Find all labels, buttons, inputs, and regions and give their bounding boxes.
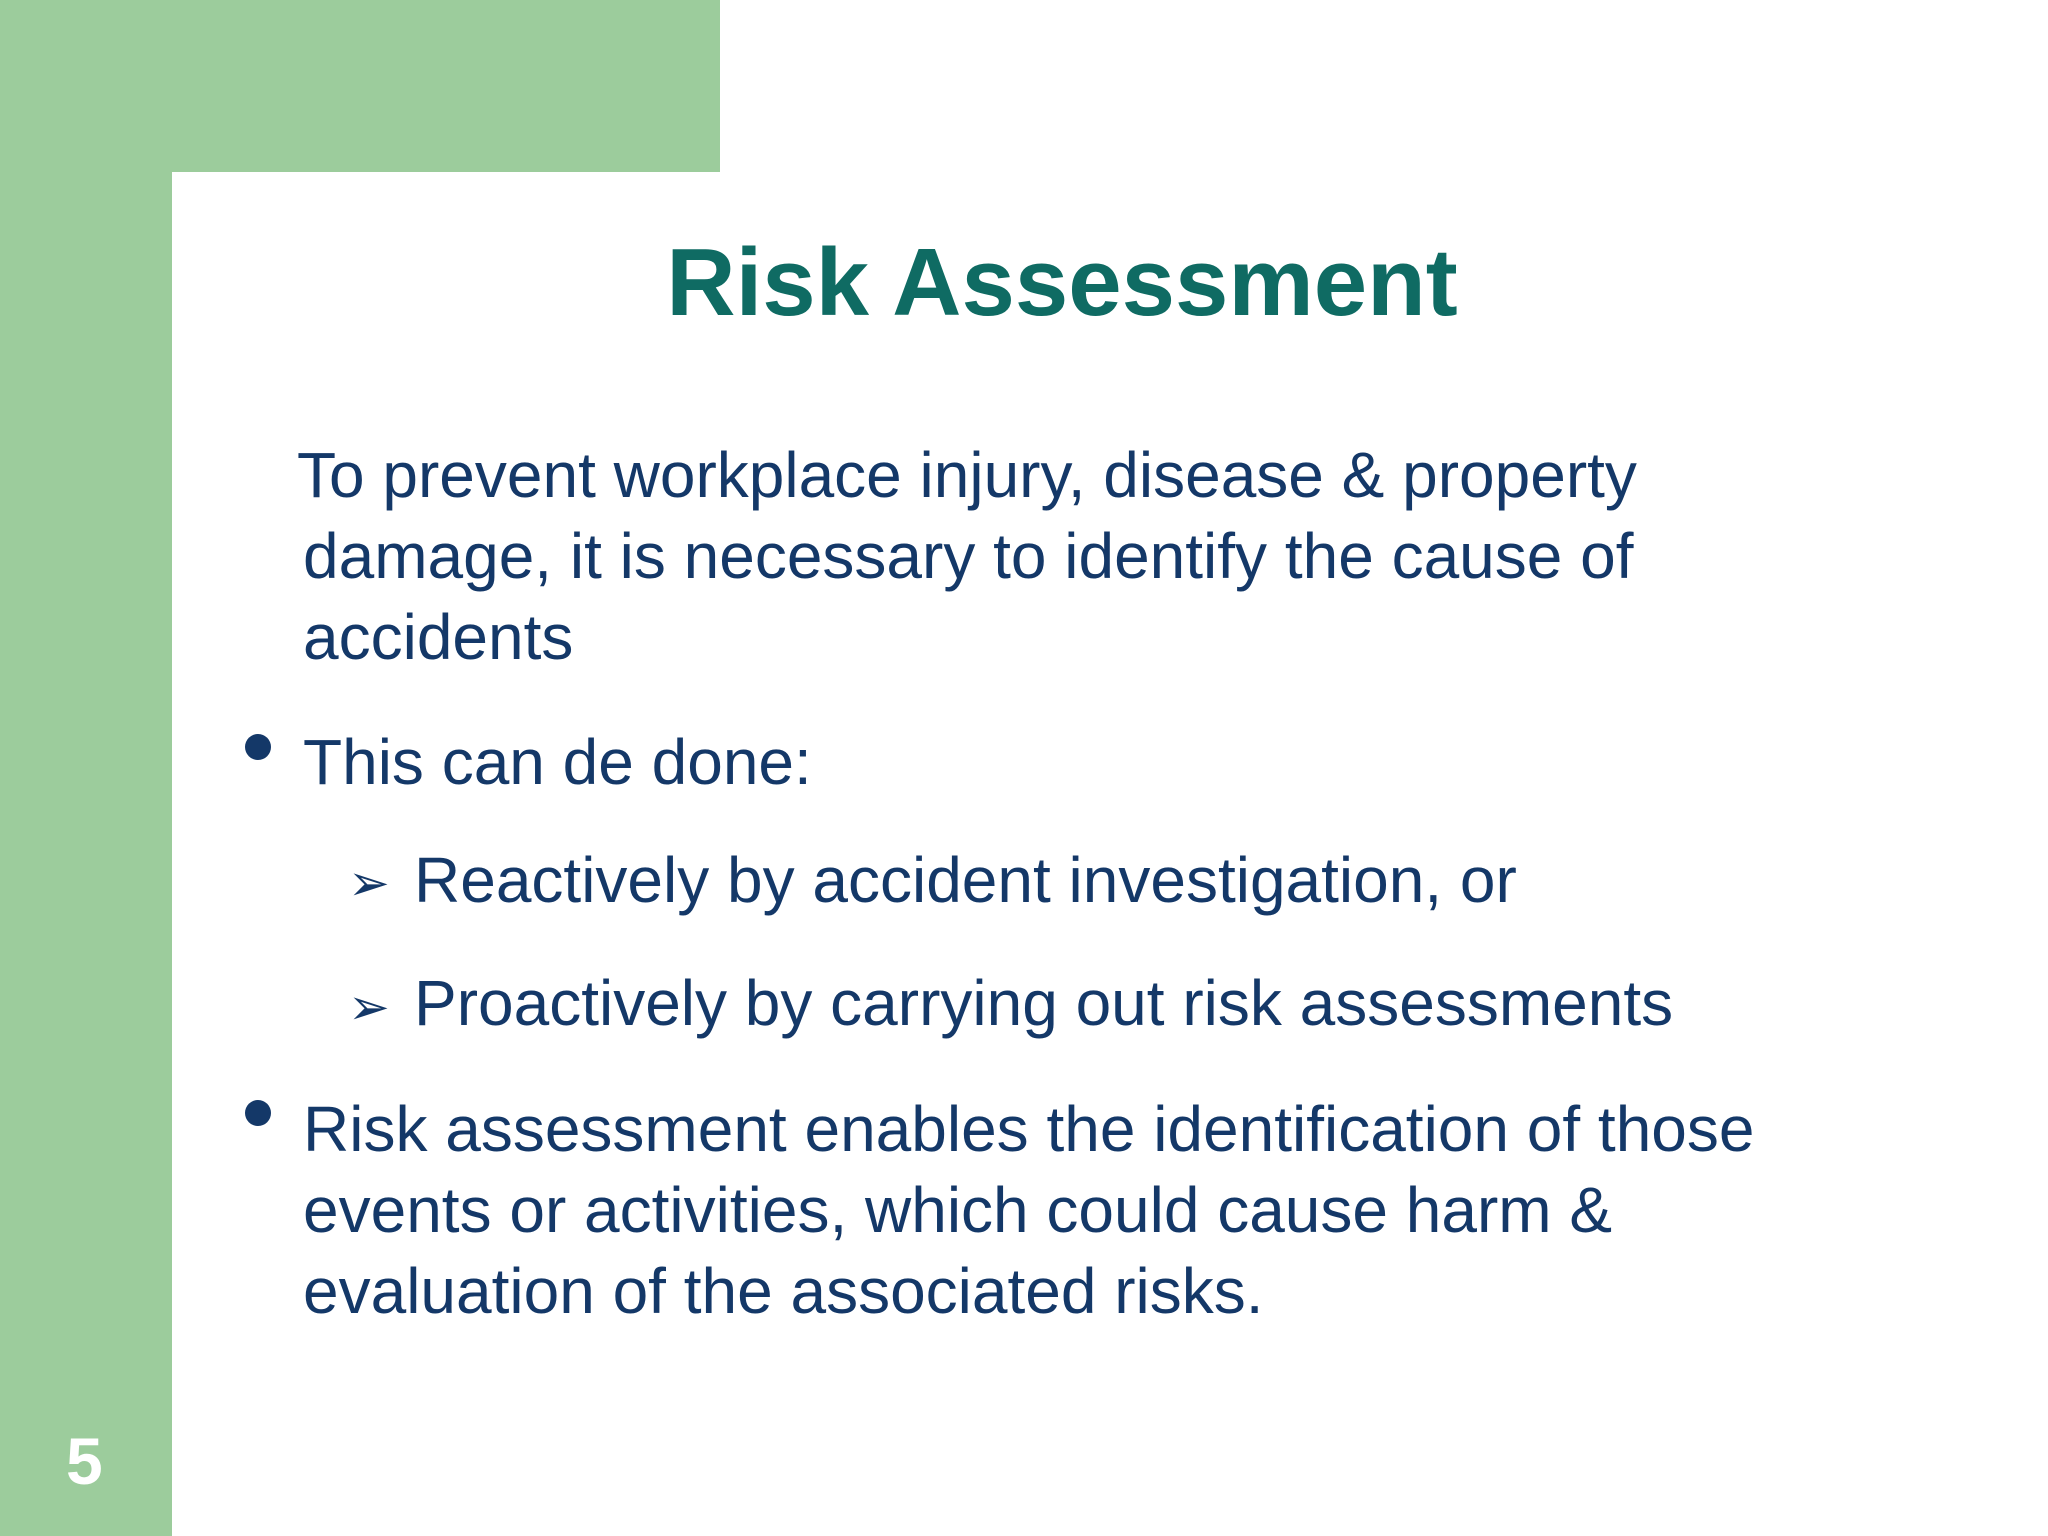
intro-line-3: accidents — [303, 601, 574, 673]
intro-line-2: damage, it is necessary to identify the cause of — [303, 520, 1634, 592]
slide-number: 5 — [66, 1424, 103, 1498]
bullet-2-line-1: Risk assessment enables the identification of those — [303, 1093, 1755, 1165]
bullet-2-line-3: evaluation of the associated risks. — [303, 1255, 1264, 1327]
bullet-2-line-2: events or activities, which could cause harm & — [303, 1174, 1613, 1246]
sub-bullet-1-text: Reactively by accident investigation, or — [414, 844, 1517, 916]
arrowhead-bullet-icon: ➢ — [348, 855, 390, 911]
bullet-icon — [245, 1100, 271, 1126]
intro-line-1: To prevent workplace injury, disease & property — [297, 439, 1637, 511]
bullet-icon — [245, 734, 271, 760]
arrowhead-bullet-icon: ➢ — [348, 979, 390, 1035]
sub-bullet-2-text: Proactively by carrying out risk assessments — [414, 967, 1674, 1039]
slide-title: Risk Assessment — [666, 229, 1458, 336]
bullet-1-text: This can de done: — [303, 726, 812, 798]
